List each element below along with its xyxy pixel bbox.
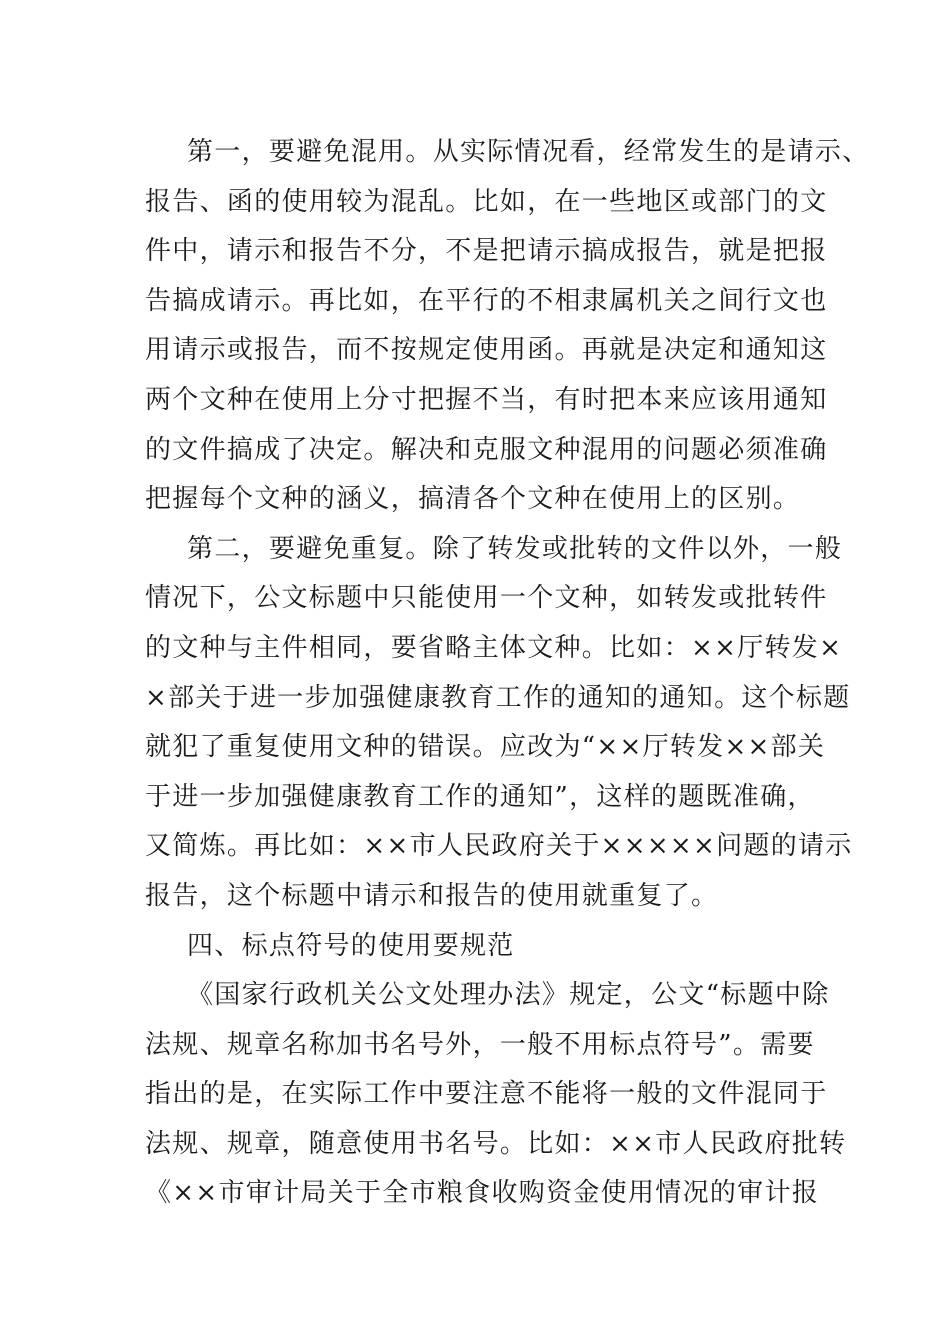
document-body: [145, 128, 870, 1219]
paragraph-line: 情况下，公文标题中只能使用一个文种，如转发或批转件: [145, 583, 828, 614]
paragraph-line: 用请示或报告，而不按规定使用函。再就是决定和通知这: [145, 335, 828, 366]
paragraph-line: 又简炼。再比如：××市人民政府关于×××××问题的请示: [145, 831, 853, 862]
paragraph-line: 报告、函的使用较为混乱。比如，在一些地区或部门的文: [145, 186, 828, 217]
paragraph-line: 法规、规章名称加书名号外，一般不用标点符号”。需要: [145, 1029, 815, 1060]
paragraph-line: 第一，要避免混用。从实际情况看，经常发生的是请示、: [187, 137, 870, 167]
paragraph-line: 法规、规章，随意使用书名号。比如：××市人民政府批转: [145, 1128, 847, 1159]
paragraph-line: 《××市审计局关于全市粮食收购资金使用情况的审计报: [145, 1178, 820, 1209]
section-heading: 四、标点符号的使用要规范: [187, 930, 515, 961]
paragraph-line: ×部关于进一步加强健康教育工作的通知的通知。这个标题: [145, 682, 851, 713]
paragraph-line: 报告，这个标题中请示和报告的使用就重复了。: [145, 880, 719, 911]
paragraph-line: 的文件搞成了决定。解决和克服文种混用的问题必须准确: [145, 434, 828, 465]
paragraph-line: 把握每个文种的涵义，搞清各个文种在使用上的区别。: [145, 484, 801, 515]
paragraph-line: 件中，请示和报告不分，不是把请示搞成报告，就是把报: [145, 236, 828, 267]
paragraph-line: 于进一步加强健康教育工作的通知”，这样的题既准确，: [145, 781, 815, 812]
paragraph-line: 《国家行政机关公文处理办法》规定，公文“标题中除: [187, 980, 830, 1011]
paragraph-line: 指出的是，在实际工作中要注意不能将一般的文件混同于: [145, 1079, 828, 1110]
paragraph-line: 两个文种在使用上分寸把握不当，有时把本来应该用通知: [145, 384, 828, 415]
paragraph-line: 告搞成请示。再比如，在平行的不相隶属机关之间行文也: [145, 285, 828, 316]
paragraph-line: 就犯了重复使用文种的错误。应改为“××厅转发××部关: [145, 732, 826, 763]
paragraph-line: 的文种与主件相同，要省略主体文种。比如：××厅转发×: [145, 632, 843, 663]
paragraph-line: 第二，要避免重复。除了转发或批转的文件以外，一般: [187, 533, 843, 564]
